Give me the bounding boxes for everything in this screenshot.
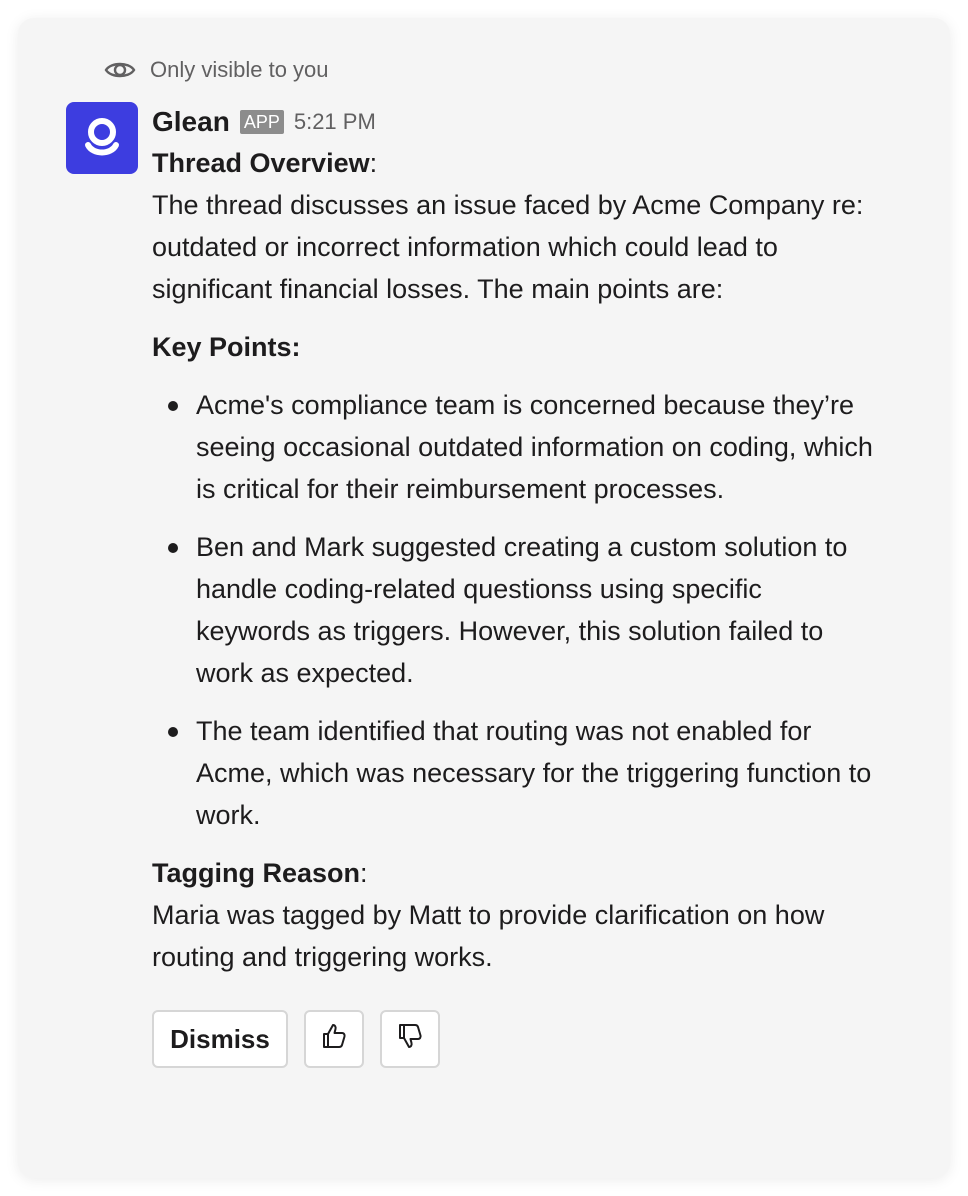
message-body	[152, 142, 882, 978]
thumbs-down-icon	[396, 1022, 424, 1057]
eye-icon	[104, 59, 136, 81]
key-points-list	[152, 384, 882, 836]
list-item	[196, 384, 882, 510]
avatar[interactable]	[66, 102, 138, 174]
overview-text: The thread discusses an issue faced by Acme Company re: outdated or incorrect information which could lead to significant financial losses. The main points are:	[152, 190, 864, 304]
glean-logo-icon	[78, 112, 126, 165]
thumbs-up-button[interactable]	[304, 1010, 364, 1068]
visibility-notice	[104, 54, 329, 86]
app-name[interactable]: Glean	[152, 106, 230, 137]
bullet-icon	[168, 401, 178, 411]
tagging-colon: :	[360, 858, 368, 888]
visibility-text: Only visible to you	[150, 57, 329, 82]
overview-colon: :	[369, 148, 378, 178]
list-item-text: Acme's compliance team is concerned because they’re seeing occasional outdated information on coding, which is critical for their reimbursement processes.	[196, 390, 873, 504]
thumbs-down-button[interactable]	[380, 1010, 440, 1068]
overview-heading	[152, 142, 882, 184]
tagging-text: Maria was tagged by Matt to provide clarification on how routing and triggering works.	[152, 900, 825, 972]
dismiss-button[interactable]: Dismiss	[152, 1010, 288, 1068]
list-item	[196, 526, 882, 694]
message-header	[152, 102, 882, 142]
key-points-title: Key Points:	[152, 332, 301, 362]
list-item	[196, 710, 882, 836]
action-bar	[152, 1010, 882, 1068]
list-item-text: The team identified that routing was not enabled for Acme, which was necessary for the triggering function to work.	[196, 716, 872, 830]
list-item-text: Ben and Mark suggested creating a custom solution to handle coding-related questionss using specific keywords as triggers. However, this solution failed to work as expected.	[196, 532, 848, 688]
message-content	[152, 102, 882, 1068]
bullet-icon	[168, 543, 178, 553]
bullet-icon	[168, 727, 178, 737]
overview-title: Thread Overview	[152, 148, 370, 178]
tagging-heading	[152, 852, 882, 894]
timestamp[interactable]: 5:21 PM	[293, 109, 376, 134]
app-badge: APP	[240, 110, 284, 134]
tagging-title: Tagging Reason	[152, 858, 361, 888]
message-card	[18, 18, 950, 1178]
thumbs-up-icon	[320, 1022, 348, 1057]
